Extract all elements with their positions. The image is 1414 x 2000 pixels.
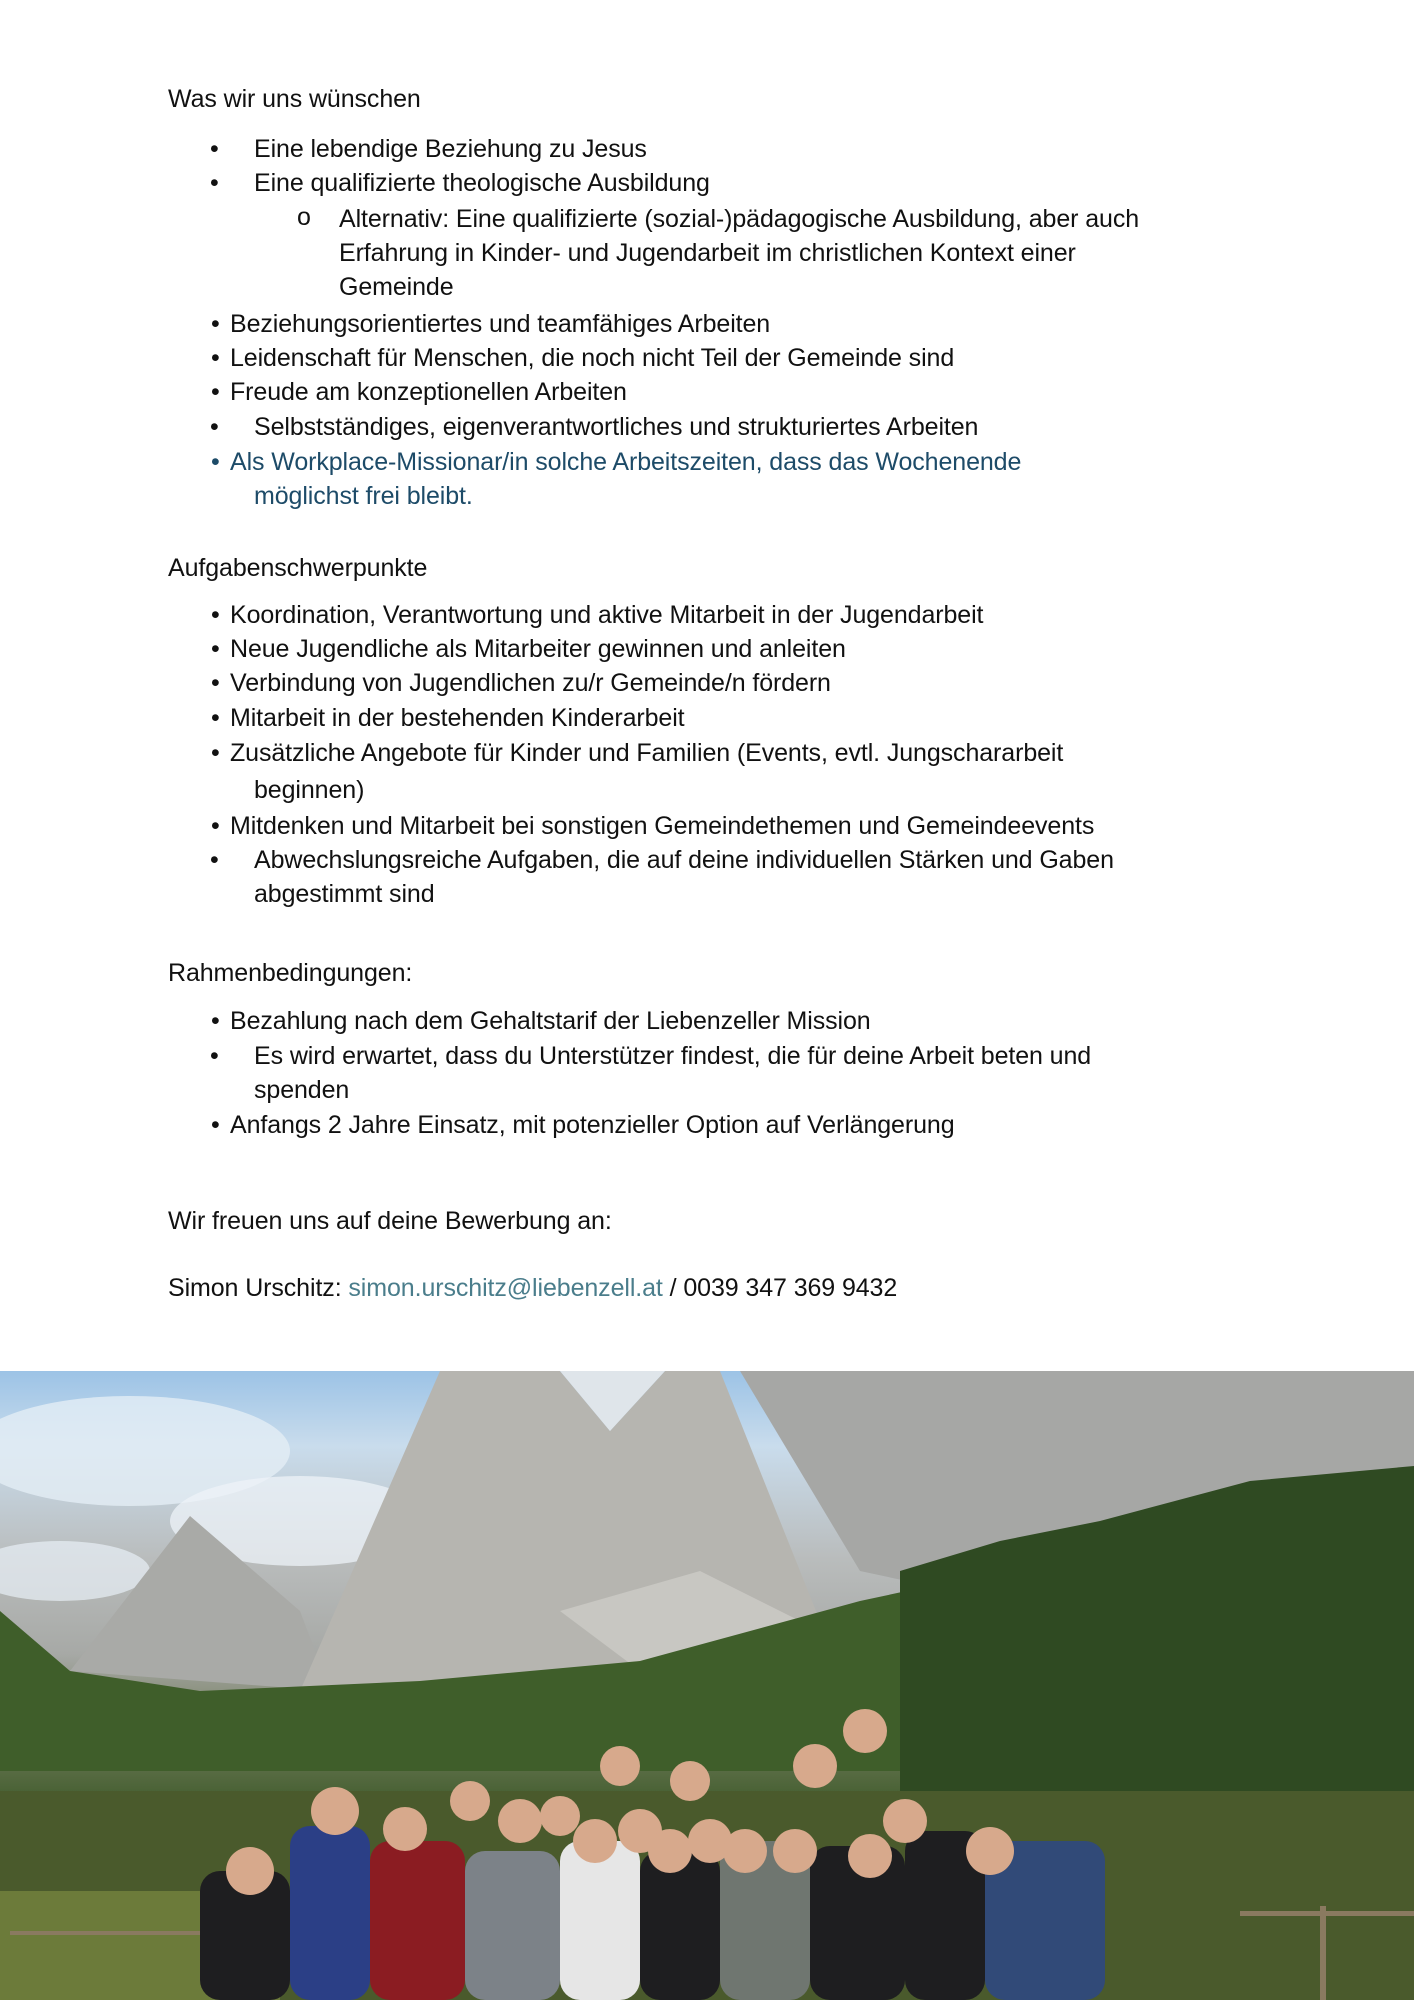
highlight-list-item-line: Als Workplace-Missionar/in solche Arbeitszeiten, dass das Wochenende	[230, 448, 1022, 476]
list-item: Freude am konzeptionellen Arbeiten	[230, 378, 627, 406]
bullet-icon: •	[211, 669, 220, 697]
list-item: Koordination, Verantwortung und aktive Mitarbeit in der Jugendarbeit	[230, 601, 984, 629]
contact-line	[168, 1271, 897, 1305]
bullet-icon: •	[211, 1007, 220, 1035]
list-item: Zusätzliche Angebote für Kinder und Familien (Events, evtl. Jungschararbeit	[230, 739, 1064, 767]
bullet-icon: •	[210, 1042, 219, 1070]
email-link[interactable]: simon.urschitz@liebenzell.at	[348, 1274, 663, 1302]
list-item: Anfangs 2 Jahre Einsatz, mit potenzieller Option auf Verlängerung	[230, 1111, 955, 1139]
bullet-icon: •	[210, 846, 219, 874]
bullet-icon: •	[211, 704, 220, 732]
phone-number: 0039 347 369 9432	[683, 1274, 898, 1302]
bullet-icon: •	[211, 739, 220, 767]
bullet-icon: •	[211, 1111, 220, 1139]
list-item: Mitdenken und Mitarbeit bei sonstigen Gemeindethemen und Gemeindeevents	[230, 812, 1095, 840]
list-item-continuation: abgestimmt sind	[254, 880, 435, 908]
list-item: Eine lebendige Beziehung zu Jesus	[254, 135, 647, 163]
list-item: Neue Jugendliche als Mitarbeiter gewinnen und anleiten	[230, 635, 846, 663]
section-heading-conditions: Rahmenbedingungen:	[168, 959, 413, 987]
contact-name: Simon Urschitz:	[168, 1274, 342, 1302]
group-photo	[0, 1371, 1414, 2000]
list-item: Beziehungsorientiertes und teamfähiges Arbeiten	[230, 310, 771, 338]
sub-list-item-line: Erfahrung in Kinder- und Jugendarbeit im christlichen Kontext einer	[339, 239, 1076, 267]
section-heading-wishes: Was wir uns wünschen	[168, 85, 421, 113]
bullet-icon: •	[210, 135, 219, 163]
list-item: Es wird erwartet, dass du Unterstützer findest, die für deine Arbeit beten und	[254, 1042, 1092, 1070]
list-item: Mitarbeit in der bestehenden Kinderarbeit	[230, 704, 685, 732]
list-item: Leidenschaft für Menschen, die noch nicht Teil der Gemeinde sind	[230, 344, 955, 372]
list-item: Eine qualifizierte theologische Ausbildung	[254, 169, 710, 197]
sub-list-item-line: Alternativ: Eine qualifizierte (sozial-)pädagogische Ausbildung, aber auch	[339, 205, 1140, 233]
bullet-icon: •	[211, 812, 220, 840]
list-item: Abwechslungsreiche Aufgaben, die auf deine individuellen Stärken und Gaben	[254, 846, 1114, 874]
sub-bullet-icon: o	[297, 203, 311, 231]
section-heading-tasks: Aufgabenschwerpunkte	[168, 554, 428, 582]
list-item: Verbindung von Jugendlichen zu/r Gemeinde/n fördern	[230, 669, 831, 697]
bullet-icon: •	[211, 344, 220, 372]
bullet-icon: •	[211, 378, 220, 406]
photo-icon	[0, 1371, 1414, 2000]
application-intro: Wir freuen uns auf deine Bewerbung an:	[168, 1207, 612, 1235]
contact-separator: /	[669, 1274, 677, 1302]
bullet-icon: •	[211, 310, 220, 338]
list-item: Bezahlung nach dem Gehaltstarif der Liebenzeller Mission	[230, 1007, 871, 1035]
bullet-icon: •	[211, 448, 220, 476]
highlight-list-item-line: möglichst frei bleibt.	[254, 482, 473, 510]
sub-list-item-line: Gemeinde	[339, 273, 454, 301]
list-item: Selbstständiges, eigenverantwortliches und strukturiertes Arbeiten	[254, 413, 979, 441]
list-item-continuation: beginnen)	[254, 776, 365, 804]
bullet-icon: •	[210, 169, 219, 197]
bullet-icon: •	[211, 635, 220, 663]
bullet-icon: •	[211, 601, 220, 629]
list-item-continuation: spenden	[254, 1076, 350, 1104]
bullet-icon: •	[210, 413, 219, 441]
